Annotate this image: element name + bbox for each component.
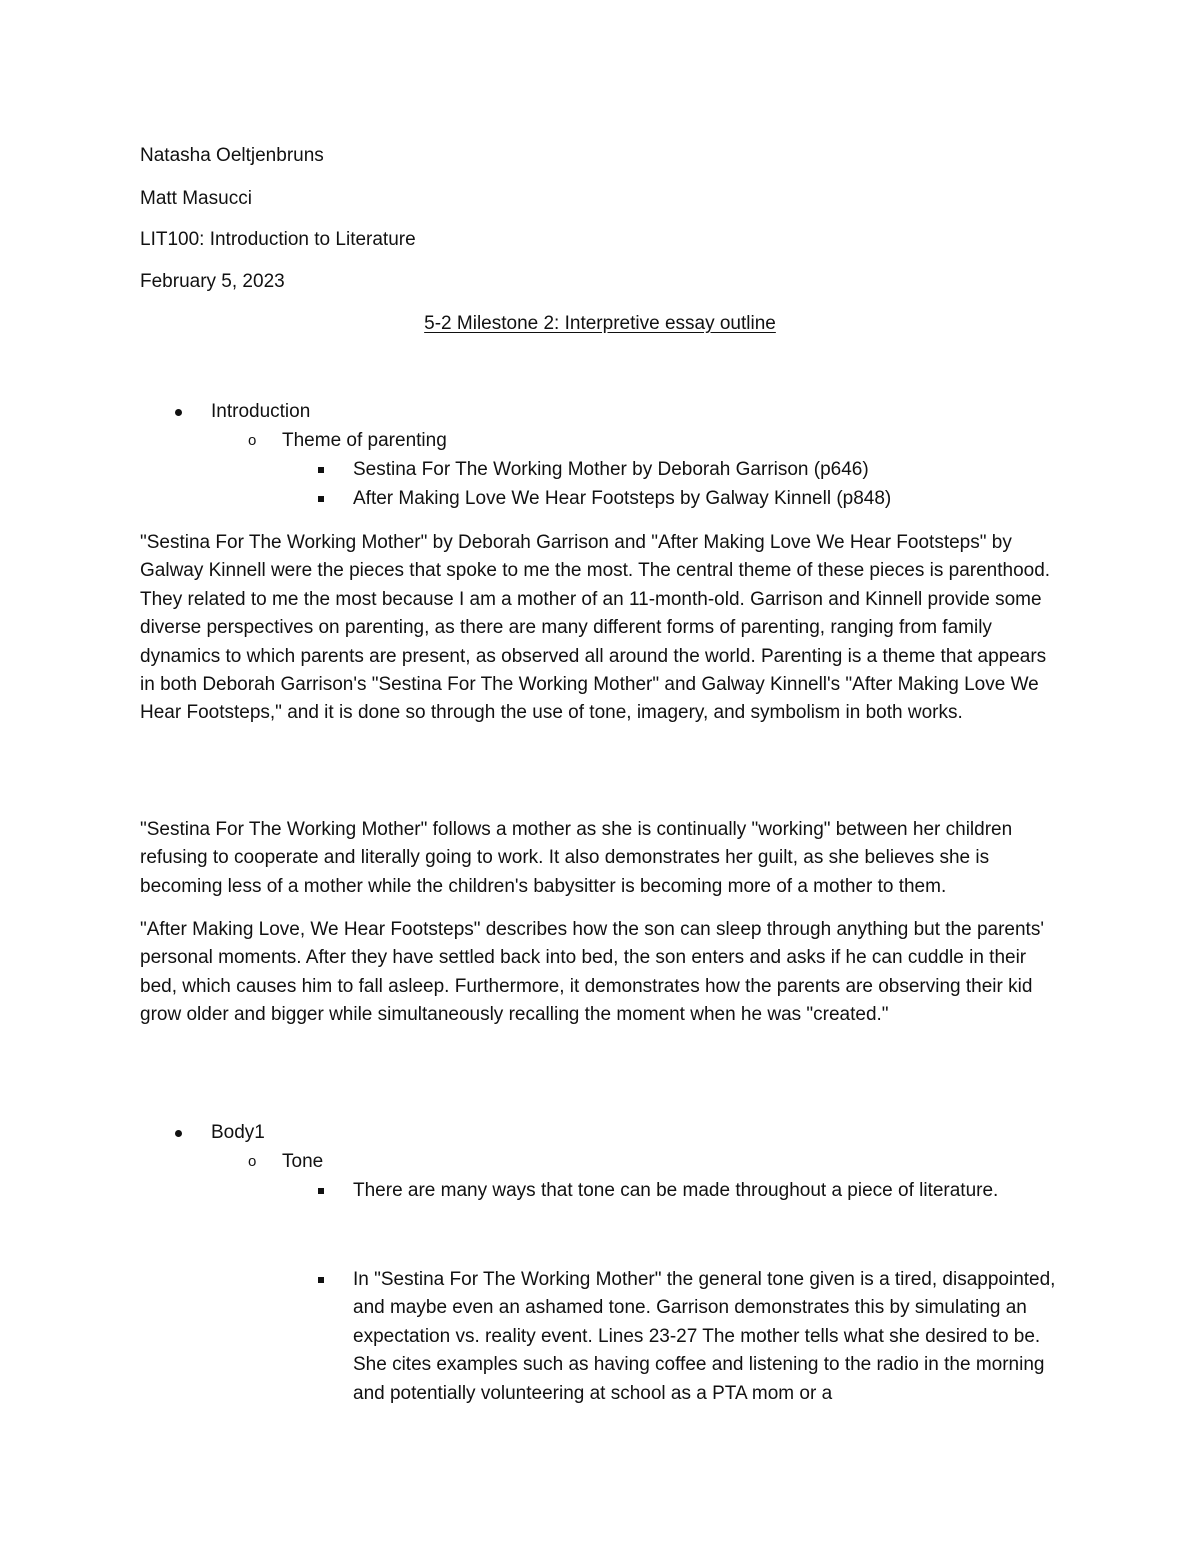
document-date: February 5, 2023	[140, 271, 285, 292]
bullet-square-icon	[318, 1277, 324, 1283]
bullet-circle-icon: o	[248, 432, 257, 449]
outline-label: Theme of parenting	[282, 430, 447, 451]
outline-label: Body1	[211, 1122, 265, 1143]
intro-paragraph: "Sestina For The Working Mother" by Deborah Garrison and "After Making Love We Hear Footsteps" by Galway Kinnell were the pieces that spoke to me the most. The central theme of these pieces is parenthood. They related to me the most because I am a mother of an 11-month-old. Garrison and Kinnell provide some diverse perspectives on parenting, as there are many different forms of parenting, ranging from family dynamics to which parents are present, as observed all around the world. Parenting is a theme that appears in both Deborah Garrison's "Sestina For The Working Mother" and Galway Kinnell's "After Making Love We Hear Footsteps," and it is done so through the use of tone, imagery, and symbolism in both works.	[140, 532, 1051, 724]
outline-item-level3-text: In "Sestina For The Working Mother" the general tone given is a tired, disappointed, and maybe even an ashamed tone. Garrison demonstrates this by simulating an expectation vs. reality event. Lines 23-27 The mother tells what she desired to be. She cites examples such as having coffee and listening to the radio in the morning and potentially volunteering at school as a PTA mom or a	[353, 1269, 1056, 1404]
bullet-disc-icon	[175, 409, 182, 416]
instructor-name: Matt Masucci	[140, 188, 252, 209]
bullet-square-icon	[318, 467, 324, 473]
bullet-square-icon	[318, 496, 324, 502]
outline-label: Tone	[282, 1151, 324, 1172]
footsteps-summary-paragraph: "After Making Love, We Hear Footsteps" describes how the son can sleep through anything but the parents' personal moments. After they have settled back into bed, the son enters and asks if he can cuddle in their bed, which causes him to fall asleep. Furthermore, it demonstrates how the parents are observing their kid grow older and bigger while simultaneously recalling the moment when he was "created."	[140, 919, 1044, 1026]
sestina-summary-paragraph: "Sestina For The Working Mother" follows a mother as she is continually "working" between her children refusing to cooperate and literally going to work. It also demonstrates her guilt, as she believes she is becoming less of a mother while the children's babysitter is becoming more of a mother to them.	[140, 819, 1013, 897]
course-name: LIT100: Introduction to Literature	[140, 229, 416, 250]
bullet-square-icon	[318, 1188, 324, 1194]
bullet-circle-icon: o	[248, 1153, 257, 1170]
student-name: Natasha Oeltjenbruns	[140, 145, 324, 166]
bullet-disc-icon	[175, 1130, 182, 1137]
outline-label: After Making Love We Hear Footsteps by Galway Kinnell (p848)	[353, 488, 892, 509]
outline-label: There are many ways that tone can be made throughout a piece of literature.	[353, 1180, 999, 1201]
outline-label: Introduction	[211, 401, 311, 422]
page-title: 5-2 Milestone 2: Interpretive essay outline	[424, 313, 776, 334]
outline-label: Sestina For The Working Mother by Deborah Garrison (p646)	[353, 459, 869, 480]
